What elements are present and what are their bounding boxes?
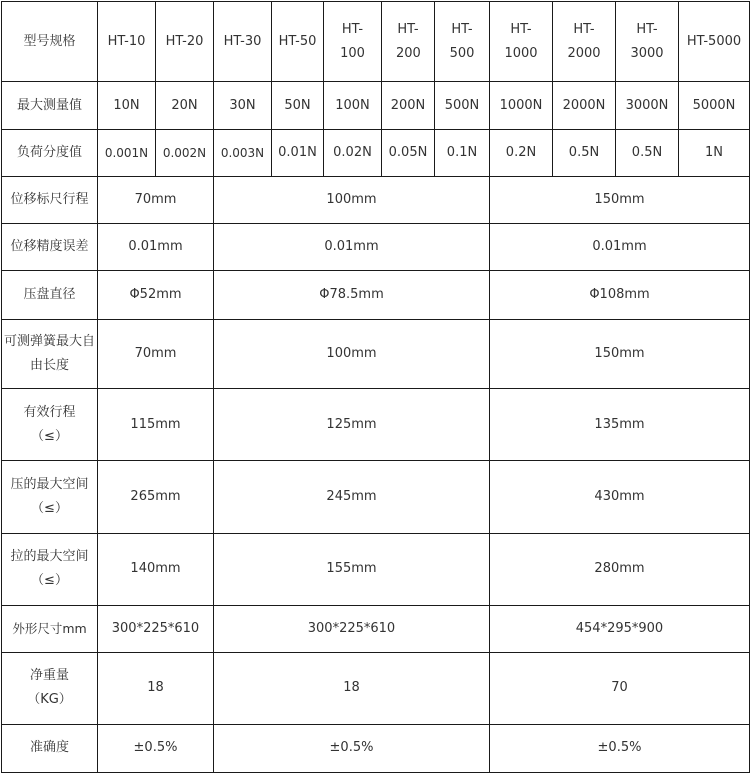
value-cell: 70mm — [98, 319, 214, 388]
model-cell: HT-200 — [382, 2, 435, 82]
spec-table — [1, 1, 750, 773]
table-row — [2, 606, 750, 653]
row-label: 可测弹簧最大自由长度 — [2, 319, 98, 388]
value-cell: Φ78.5mm — [214, 271, 490, 319]
value-cell: 0.2N — [490, 129, 553, 176]
value-cell: 430mm — [490, 461, 750, 533]
row-label: 准确度 — [2, 724, 98, 772]
value-cell: 0.05N — [382, 129, 435, 176]
model-cell: HT-3000 — [616, 2, 679, 82]
value-cell: ±0.5% — [490, 724, 750, 772]
row-label: 最大测量值 — [2, 82, 98, 129]
value-cell: 140mm — [98, 533, 214, 605]
value-cell: 280mm — [490, 533, 750, 605]
row-label: 型号规格 — [2, 2, 98, 82]
value-cell: 3000N — [616, 82, 679, 129]
row-label: 拉的最大空间（≤） — [2, 533, 98, 605]
table-row — [2, 388, 750, 460]
value-cell: 0.1N — [435, 129, 490, 176]
value-cell: 0.5N — [616, 129, 679, 176]
row-label: 位移精度误差 — [2, 224, 98, 271]
table-row — [2, 224, 750, 271]
resolution-row — [2, 129, 750, 176]
value-cell: 135mm — [490, 388, 750, 460]
value-cell: 70 — [490, 653, 750, 724]
value-cell: 245mm — [214, 461, 490, 533]
table-row — [2, 176, 750, 223]
value-cell: 0.001N — [98, 129, 156, 176]
value-cell: ±0.5% — [98, 724, 214, 772]
value-cell: Φ52mm — [98, 271, 214, 319]
row-label: 负荷分度值 — [2, 129, 98, 176]
value-cell: 125mm — [214, 388, 490, 460]
max-load-row — [2, 82, 750, 129]
table-row — [2, 319, 750, 388]
table-row — [2, 724, 750, 772]
value-cell: Φ108mm — [490, 271, 750, 319]
value-cell: 0.5N — [553, 129, 616, 176]
model-cell: HT-10 — [98, 2, 156, 82]
table-row — [2, 533, 750, 605]
value-cell: 5000N — [679, 82, 750, 129]
model-cell: HT-5000 — [679, 2, 750, 82]
row-label: 外形尺寸mm — [2, 606, 98, 653]
value-cell: 2000N — [553, 82, 616, 129]
row-label: 压的最大空间（≤） — [2, 461, 98, 533]
model-cell: HT-100 — [324, 2, 382, 82]
value-cell: 0.02N — [324, 129, 382, 176]
value-cell: 50N — [272, 82, 324, 129]
value-cell: 150mm — [490, 176, 750, 223]
value-cell: 0.01mm — [98, 224, 214, 271]
value-cell: 30N — [214, 82, 272, 129]
value-cell: 1N — [679, 129, 750, 176]
value-cell: 100N — [324, 82, 382, 129]
value-cell: 0.01N — [272, 129, 324, 176]
value-cell: 300*225*610 — [98, 606, 214, 653]
value-cell: 0.01mm — [214, 224, 490, 271]
value-cell: 454*295*900 — [490, 606, 750, 653]
value-cell: 265mm — [98, 461, 214, 533]
value-cell: 115mm — [98, 388, 214, 460]
model-cell: HT-30 — [214, 2, 272, 82]
value-cell: 100mm — [214, 319, 490, 388]
model-cell: HT-50 — [272, 2, 324, 82]
model-cell: HT-2000 — [553, 2, 616, 82]
row-label: 压盘直径 — [2, 271, 98, 319]
model-cell: HT-500 — [435, 2, 490, 82]
value-cell: 1000N — [490, 82, 553, 129]
value-cell: 100mm — [214, 176, 490, 223]
header-row — [2, 2, 750, 82]
value-cell: 500N — [435, 82, 490, 129]
value-cell: 0.002N — [156, 129, 214, 176]
value-cell: 150mm — [490, 319, 750, 388]
value-cell: 18 — [214, 653, 490, 724]
model-cell: HT-20 — [156, 2, 214, 82]
value-cell: 0.003N — [214, 129, 272, 176]
table-row — [2, 461, 750, 533]
model-cell: HT-1000 — [490, 2, 553, 82]
value-cell: 10N — [98, 82, 156, 129]
row-label: 位移标尺行程 — [2, 176, 98, 223]
row-label: 净重量（KG） — [2, 653, 98, 724]
table-row — [2, 653, 750, 724]
value-cell: 200N — [382, 82, 435, 129]
value-cell: 18 — [98, 653, 214, 724]
row-label: 有效行程（≤） — [2, 388, 98, 460]
value-cell: ±0.5% — [214, 724, 490, 772]
value-cell: 300*225*610 — [214, 606, 490, 653]
value-cell: 155mm — [214, 533, 490, 605]
table-row — [2, 271, 750, 319]
value-cell: 20N — [156, 82, 214, 129]
value-cell: 0.01mm — [490, 224, 750, 271]
value-cell: 70mm — [98, 176, 214, 223]
